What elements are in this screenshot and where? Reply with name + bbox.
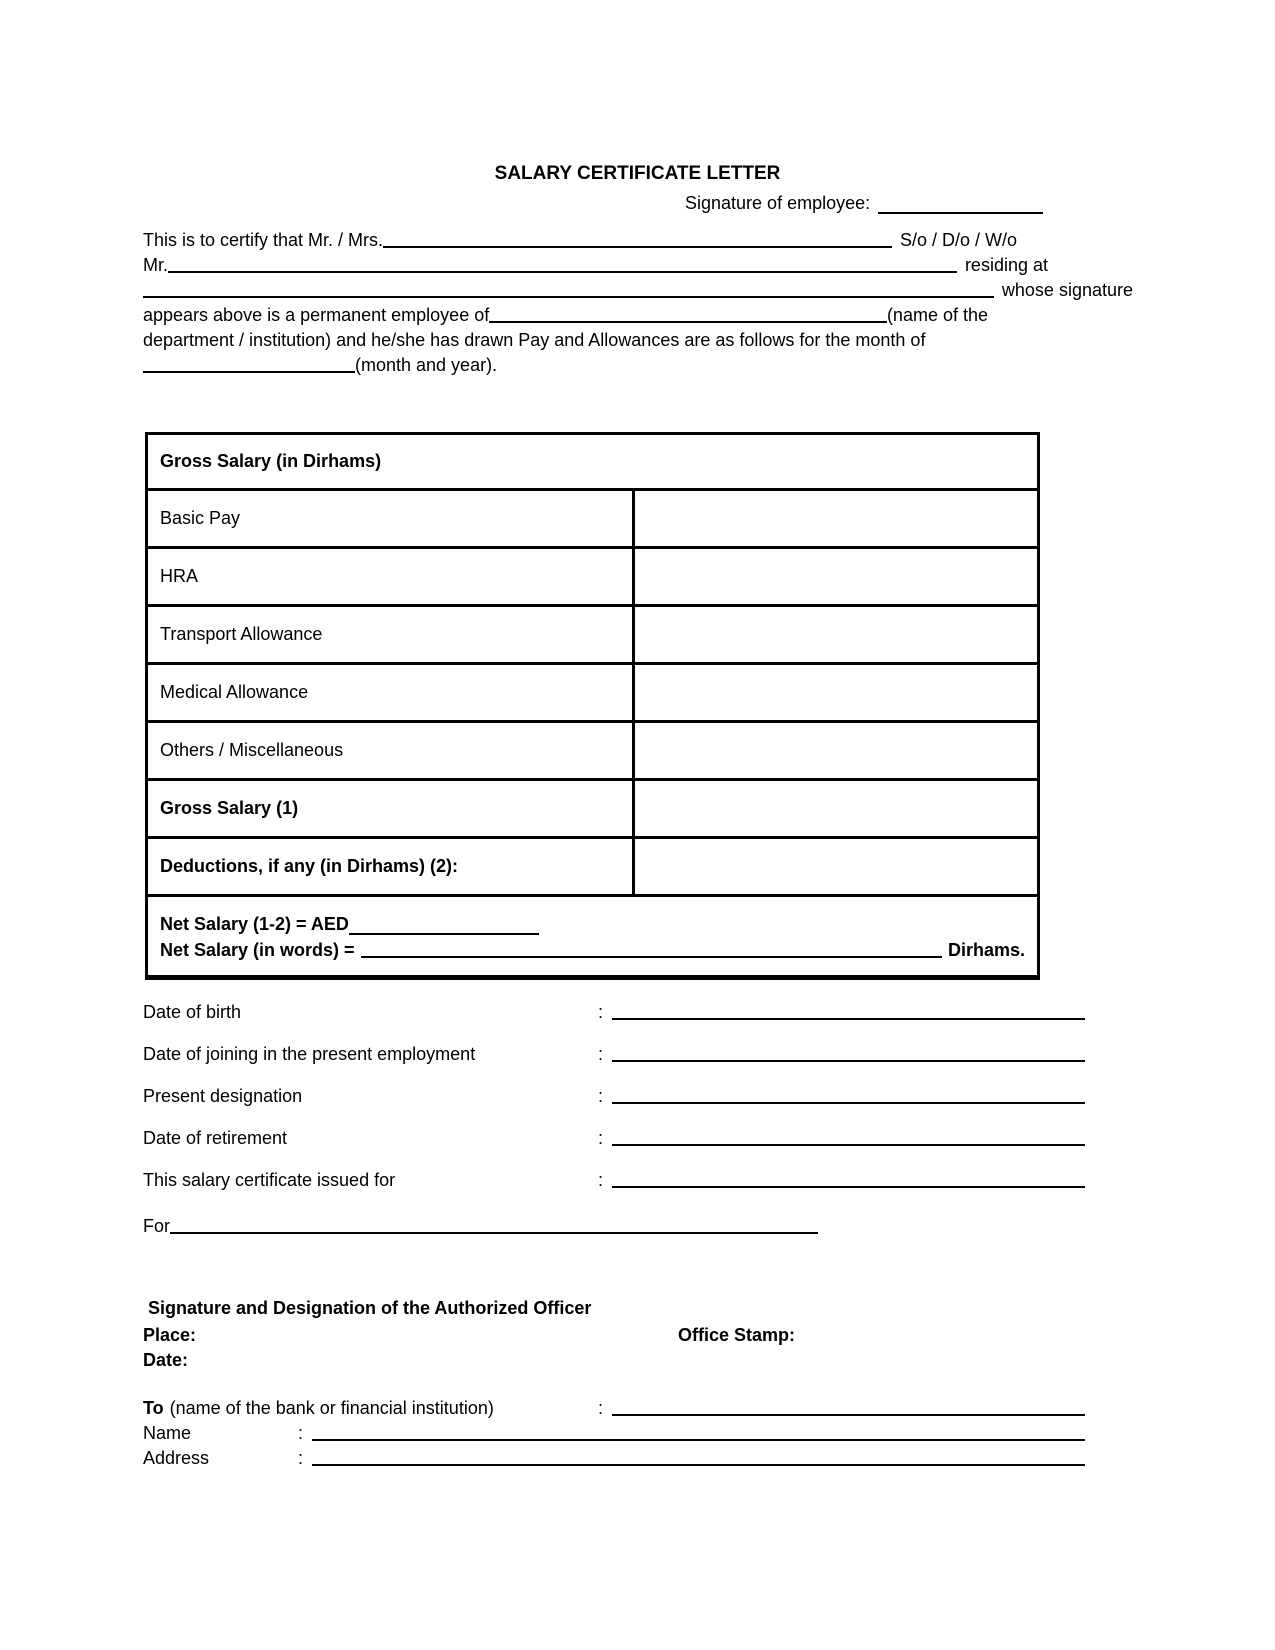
colon: : <box>598 1170 604 1190</box>
guardian-name-blank <box>168 271 957 273</box>
dirhams-text: Dirhams. <box>947 940 1025 960</box>
row-label: Medical Allowance <box>148 665 635 720</box>
to-label: To <box>143 1398 164 1418</box>
net-salary-row <box>148 897 1037 975</box>
office-stamp-label: Office Stamp: <box>678 1325 796 1345</box>
address-blank <box>312 1464 1085 1466</box>
month-year-blank <box>143 371 355 373</box>
date-row <box>143 1350 1083 1375</box>
bank-to-row <box>143 1398 1085 1419</box>
detail-row-certificate-issued-for <box>143 1169 1085 1191</box>
employee-signature-row <box>685 190 1043 214</box>
month-year-text: (month and year). <box>355 355 498 375</box>
date-of-joining-blank <box>612 1060 1085 1062</box>
detail-label: Date of birth <box>143 1002 242 1022</box>
name-label: Name <box>143 1423 192 1443</box>
name-of-the-text: (name of the <box>886 305 988 325</box>
row-label: HRA <box>148 549 635 604</box>
net-salary-amount-label: Net Salary (1-2) = AED <box>160 914 349 934</box>
place-row <box>143 1325 1083 1350</box>
net-salary-amount-line <box>160 909 1025 935</box>
certify-text: This is to certify that Mr. / Mrs. <box>143 230 384 250</box>
authorized-officer-section <box>143 1298 1083 1375</box>
detail-label: Present designation <box>143 1086 303 1106</box>
department-name-blank <box>489 321 887 323</box>
date-of-retirement-blank <box>612 1144 1085 1146</box>
bank-section <box>143 1398 1085 1473</box>
employee-signature-blank <box>878 196 1043 214</box>
whose-signature-text: whose signature <box>1001 280 1133 300</box>
intro-line-2 <box>143 251 1048 276</box>
colon: : <box>598 1128 604 1148</box>
intro-paragraph <box>143 226 1133 376</box>
authorized-officer-heading: Signature and Designation of the Authorized Officer <box>148 1298 592 1318</box>
net-salary-words-blank <box>361 956 942 958</box>
intro-line-6 <box>143 351 1133 376</box>
salary-table-header <box>148 435 1037 491</box>
table-row-deductions <box>148 839 1037 897</box>
colon: : <box>598 1398 604 1418</box>
detail-row-present-designation <box>143 1085 1085 1107</box>
colon: : <box>598 1044 604 1064</box>
employee-of-text: appears above is a permanent employee of <box>143 305 490 325</box>
detail-row-date-of-joining <box>143 1043 1085 1065</box>
bank-name-row <box>143 1423 1085 1444</box>
salary-table <box>145 432 1040 980</box>
detail-row-date-of-birth <box>143 1001 1085 1023</box>
date-label: Date: <box>143 1350 189 1370</box>
employee-signature-label: Signature of employee: <box>685 193 871 213</box>
details-section <box>143 1001 1085 1211</box>
amount-cell <box>635 723 1037 778</box>
intro-line-3 <box>143 276 1133 301</box>
for-label: For <box>143 1216 170 1236</box>
to-label-group <box>143 1398 598 1419</box>
bank-address-row <box>143 1448 1085 1469</box>
present-designation-blank <box>612 1102 1085 1104</box>
net-salary-words-line <box>160 935 1025 961</box>
for-row <box>143 1215 818 1237</box>
colon: : <box>598 1086 604 1106</box>
intro-line-4 <box>143 301 988 326</box>
net-salary-words-label: Net Salary (in words) = <box>160 940 355 960</box>
row-label: Deductions, if any (in Dirhams) (2): <box>148 839 635 894</box>
table-row <box>148 723 1037 781</box>
amount-cell <box>635 549 1037 604</box>
table-row-gross-salary <box>148 781 1037 839</box>
amount-cell <box>635 781 1037 836</box>
table-row <box>148 665 1037 723</box>
amount-cell <box>635 665 1037 720</box>
row-label: Gross Salary (1) <box>148 781 635 836</box>
date-of-birth-blank <box>612 1018 1085 1020</box>
detail-row-date-of-retirement <box>143 1127 1085 1149</box>
address-blank <box>143 296 994 298</box>
row-label: Others / Miscellaneous <box>148 723 635 778</box>
address-label: Address <box>143 1448 210 1468</box>
colon: : <box>598 1002 604 1022</box>
table-row <box>148 491 1037 549</box>
bank-name-blank <box>612 1414 1085 1416</box>
for-blank <box>170 1232 818 1234</box>
detail-label: Date of joining in the present employment <box>143 1044 476 1064</box>
mr-label: Mr. <box>143 255 168 275</box>
detail-label: This salary certificate issued for <box>143 1170 396 1190</box>
certificate-issued-for-blank <box>612 1186 1085 1188</box>
table-row <box>148 607 1037 665</box>
allowances-text: department / institution) and he/she has drawn Pay and Allowances are as follows for the month of <box>143 330 926 350</box>
place-label: Place: <box>143 1325 197 1345</box>
amount-cell <box>635 491 1037 546</box>
page-title: SALARY CERTIFICATE LETTER <box>494 163 781 184</box>
name-blank <box>312 1439 1085 1441</box>
to-note: (name of the bank or financial institution) <box>169 1398 494 1418</box>
intro-line-5 <box>143 326 1133 351</box>
amount-cell <box>635 607 1037 662</box>
row-label: Transport Allowance <box>148 607 635 662</box>
colon: : <box>298 1448 304 1468</box>
colon: : <box>298 1423 304 1443</box>
amount-cell <box>635 839 1037 894</box>
row-label: Basic Pay <box>148 491 635 546</box>
net-salary-amount-blank <box>349 917 539 935</box>
gross-salary-heading: Gross Salary (in Dirhams) <box>160 451 382 471</box>
intro-line-1 <box>143 226 1017 251</box>
relation-text: S/o / D/o / W/o <box>899 230 1017 250</box>
employee-name-blank <box>383 246 892 248</box>
detail-label: Date of retirement <box>143 1128 288 1148</box>
residing-at-text: residing at <box>964 255 1048 275</box>
table-row <box>148 549 1037 607</box>
